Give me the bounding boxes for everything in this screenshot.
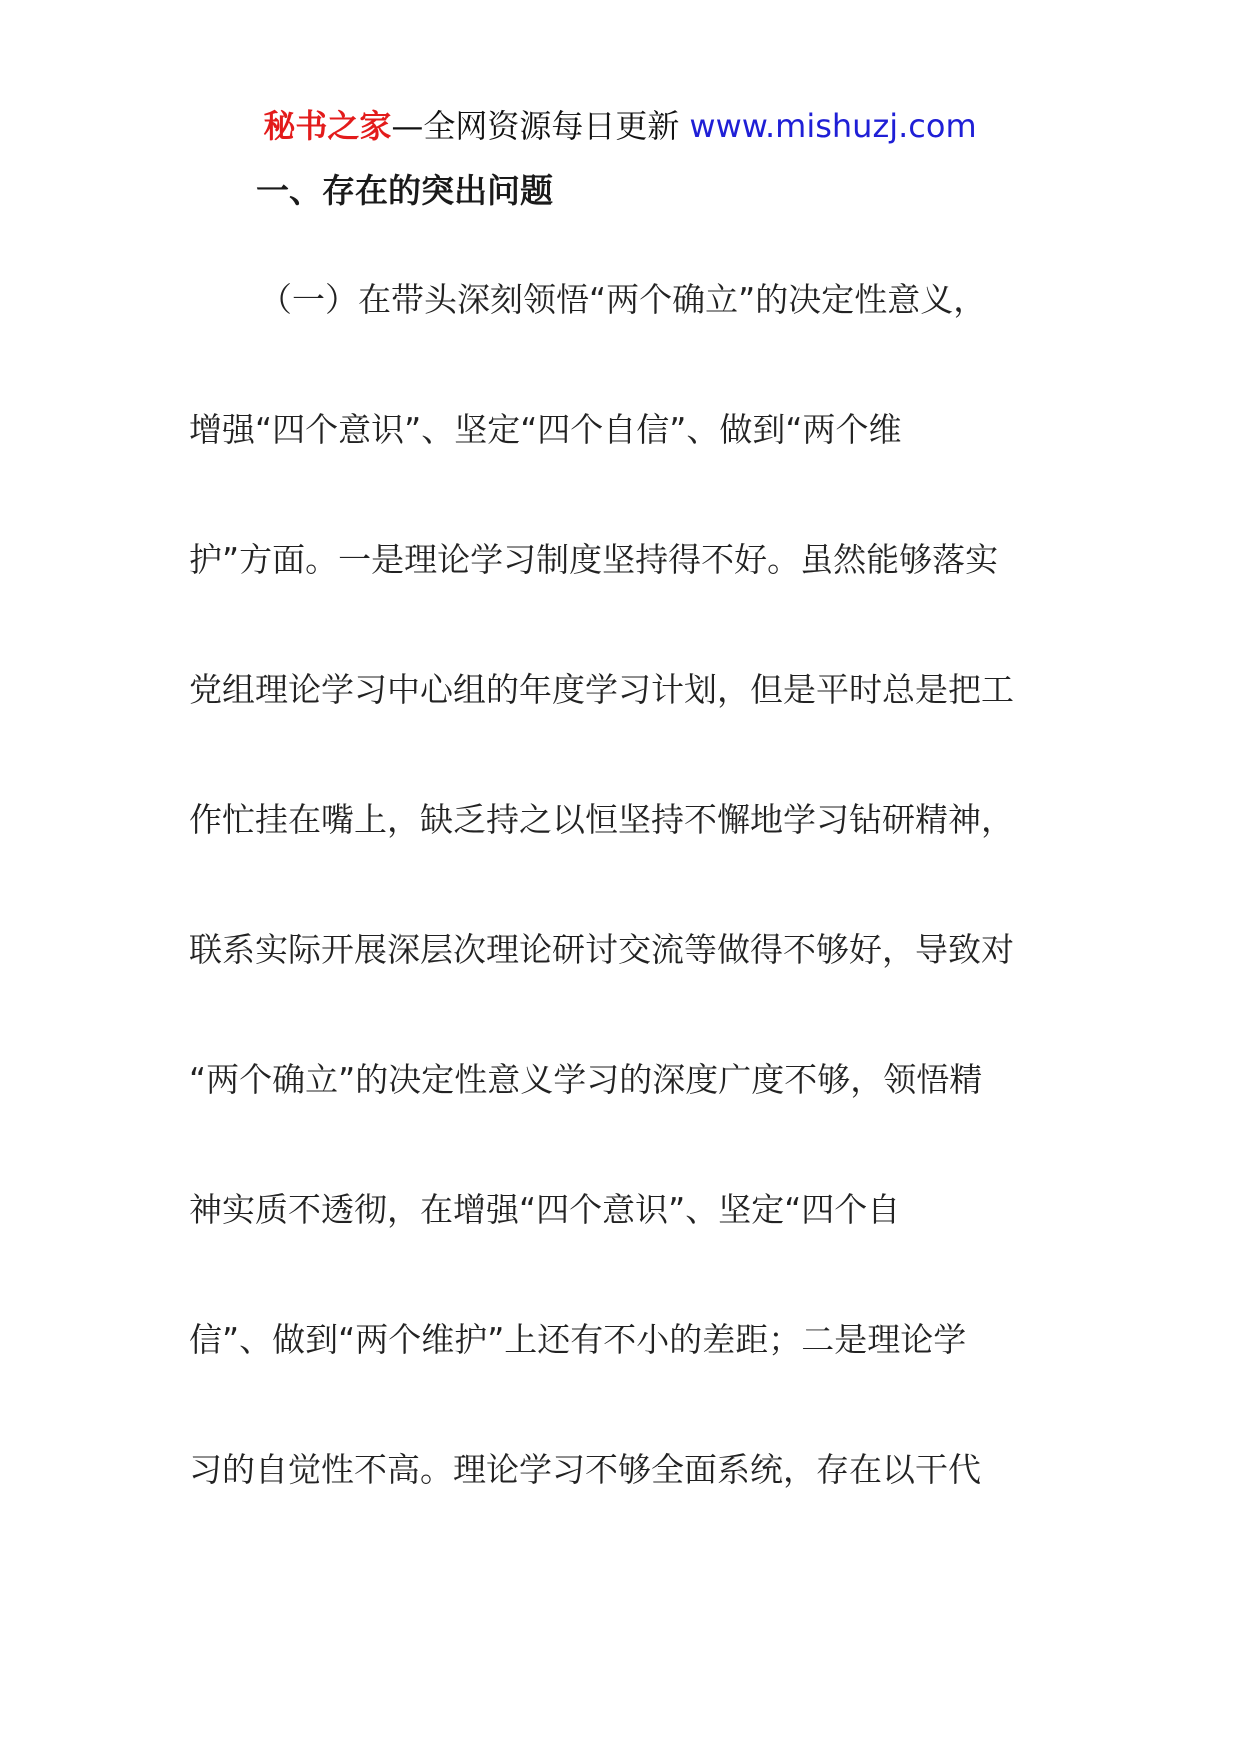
body-line: 联系实际开展深层次理论研讨交流等做得不够好，导致对	[189, 930, 1014, 969]
header-tagline: —全网资源每日更新	[391, 107, 680, 145]
body-line: 习的自觉性不高。理论学习不够全面系统，存在以干代	[189, 1450, 981, 1489]
body-line: 党组理论学习中心组的年度学习计划，但是平时总是把工	[189, 670, 1014, 709]
body-line: 增强“四个意识”、坚定“四个自信”、做到“两个维	[189, 410, 902, 449]
body-line: 信”、做到“两个维护”上还有不小的差距；二是理论学	[189, 1320, 967, 1359]
body-line: 神实质不透彻，在增强“四个意识”、坚定“四个自	[189, 1190, 901, 1229]
section-heading: 一、存在的突出问题	[256, 171, 553, 210]
body-line: 作忙挂在嘴上，缺乏持之以恒坚持不懈地学习钻研精神，	[189, 800, 1014, 839]
body-paragraph	[189, 235, 1029, 1535]
site-header	[0, 106, 1240, 146]
body-line: 护”方面。一是理论学习制度坚持得不好。虽然能够落实	[189, 540, 999, 579]
body-line: “两个确立”的决定性意义学习的深度广度不够，领悟精	[189, 1060, 983, 1099]
brand-name: 秘书之家	[263, 107, 392, 145]
body-line: （一）在带头深刻领悟“两个确立”的决定性意义，	[259, 280, 987, 319]
header-url: www.mishuzj.com	[689, 107, 977, 145]
